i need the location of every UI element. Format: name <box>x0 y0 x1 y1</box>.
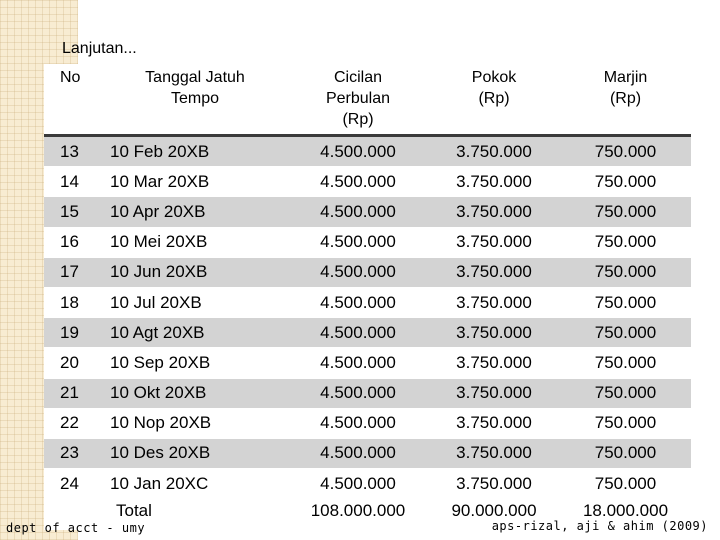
cell-no: 24 <box>44 469 102 499</box>
cell-cicilan: 4.500.000 <box>288 167 428 197</box>
table-row <box>44 167 691 197</box>
cell-marjin: 750.000 <box>560 258 691 288</box>
cell-no: 20 <box>44 348 102 378</box>
cell-no: 23 <box>44 439 102 469</box>
table-row <box>44 137 691 167</box>
cell-pokok: 3.750.000 <box>428 409 560 439</box>
cell-due-date: 10 Apr 20XB <box>102 197 288 227</box>
cell-marjin: 750.000 <box>560 167 691 197</box>
cell-cicilan: 4.500.000 <box>288 137 428 167</box>
table-row <box>44 197 691 227</box>
cell-due-date: 10 Mar 20XB <box>102 167 288 197</box>
cell-due-date: 10 Jun 20XB <box>102 258 288 288</box>
header-marjin-line1: Marjin <box>603 69 648 86</box>
table-row <box>44 228 691 258</box>
cell-no: 22 <box>44 409 102 439</box>
slide-title: Lanjutan... <box>62 40 137 57</box>
cell-marjin: 750.000 <box>560 137 691 167</box>
cell-marjin: 750.000 <box>560 439 691 469</box>
header-due-date <box>102 64 288 137</box>
cell-pokok: 3.750.000 <box>428 379 560 409</box>
cell-pokok: 3.750.000 <box>428 228 560 258</box>
total-cicilan: 108.000.000 <box>288 499 428 530</box>
cell-due-date: 10 Jul 20XB <box>102 288 288 318</box>
cell-pokok: 3.750.000 <box>428 288 560 318</box>
table-row <box>44 409 691 439</box>
cell-due-date: 10 Mei 20XB <box>102 228 288 258</box>
header-cicilan-line1: Cicilan <box>333 69 382 86</box>
cell-pokok: 3.750.000 <box>428 197 560 227</box>
cell-cicilan: 4.500.000 <box>288 288 428 318</box>
header-no <box>44 64 102 137</box>
cell-cicilan: 4.500.000 <box>288 379 428 409</box>
cell-pokok: 3.750.000 <box>428 318 560 348</box>
cell-cicilan: 4.500.000 <box>288 228 428 258</box>
cell-marjin: 750.000 <box>560 348 691 378</box>
cell-pokok: 3.750.000 <box>428 348 560 378</box>
table-row <box>44 379 691 409</box>
table-header-row <box>44 64 691 137</box>
header-cicilan-line2: Perbulan <box>325 90 391 107</box>
cell-marjin: 750.000 <box>560 197 691 227</box>
header-margin <box>560 64 691 137</box>
total-pokok: 90.000.000 <box>428 499 560 530</box>
cell-marjin: 750.000 <box>560 288 691 318</box>
header-pokok-line1: Pokok <box>471 69 517 86</box>
cell-no: 19 <box>44 318 102 348</box>
header-monthly-installment <box>288 64 428 137</box>
cell-due-date: 10 Des 20XB <box>102 439 288 469</box>
cell-cicilan: 4.500.000 <box>288 258 428 288</box>
cell-cicilan: 4.500.000 <box>288 439 428 469</box>
cell-pokok: 3.750.000 <box>428 439 560 469</box>
table-row <box>44 318 691 348</box>
cell-no: 13 <box>44 137 102 167</box>
cell-marjin: 750.000 <box>560 379 691 409</box>
cell-cicilan: 4.500.000 <box>288 348 428 378</box>
cell-cicilan: 4.500.000 <box>288 409 428 439</box>
cell-due-date: 10 Jan 20XC <box>102 469 288 499</box>
cell-due-date: 10 Sep 20XB <box>102 348 288 378</box>
cell-due-date: 10 Okt 20XB <box>102 379 288 409</box>
total-label: Total <box>44 499 288 530</box>
cell-no: 15 <box>44 197 102 227</box>
cell-pokok: 3.750.000 <box>428 258 560 288</box>
cell-cicilan: 4.500.000 <box>288 197 428 227</box>
cell-pokok: 3.750.000 <box>428 167 560 197</box>
table-row <box>44 439 691 469</box>
header-due-date-line2: Tempo <box>170 90 220 107</box>
cell-no: 14 <box>44 167 102 197</box>
footer-department: dept of acct - umy <box>6 521 146 535</box>
table-row <box>44 469 691 499</box>
cell-pokok: 3.750.000 <box>428 469 560 499</box>
header-no-label: No <box>60 69 81 86</box>
cell-pokok: 3.750.000 <box>428 137 560 167</box>
cell-due-date: 10 Agt 20XB <box>102 318 288 348</box>
table-row <box>44 288 691 318</box>
header-pokok-line2: (Rp) <box>478 90 510 107</box>
table-row <box>44 258 691 288</box>
cell-no: 16 <box>44 228 102 258</box>
header-marjin-line2: (Rp) <box>609 90 642 107</box>
cell-no: 21 <box>44 379 102 409</box>
table-row <box>44 348 691 378</box>
cell-marjin: 750.000 <box>560 409 691 439</box>
footer-authors: aps-rizal, aji & ahim (2009) <box>491 519 708 533</box>
cell-marjin: 750.000 <box>560 469 691 499</box>
cell-due-date: 10 Nop 20XB <box>102 409 288 439</box>
cell-due-date: 10 Feb 20XB <box>102 137 288 167</box>
header-cicilan-line3: (Rp) <box>342 111 374 128</box>
total-marjin: 18.000.000 <box>560 499 691 530</box>
cell-cicilan: 4.500.000 <box>288 469 428 499</box>
cell-no: 18 <box>44 288 102 318</box>
cell-marjin: 750.000 <box>560 228 691 258</box>
header-principal <box>428 64 560 137</box>
installment-table <box>44 64 691 530</box>
cell-no: 17 <box>44 258 102 288</box>
cell-cicilan: 4.500.000 <box>288 318 428 348</box>
cell-marjin: 750.000 <box>560 318 691 348</box>
header-due-date-line1: Tanggal Jatuh <box>145 69 245 86</box>
